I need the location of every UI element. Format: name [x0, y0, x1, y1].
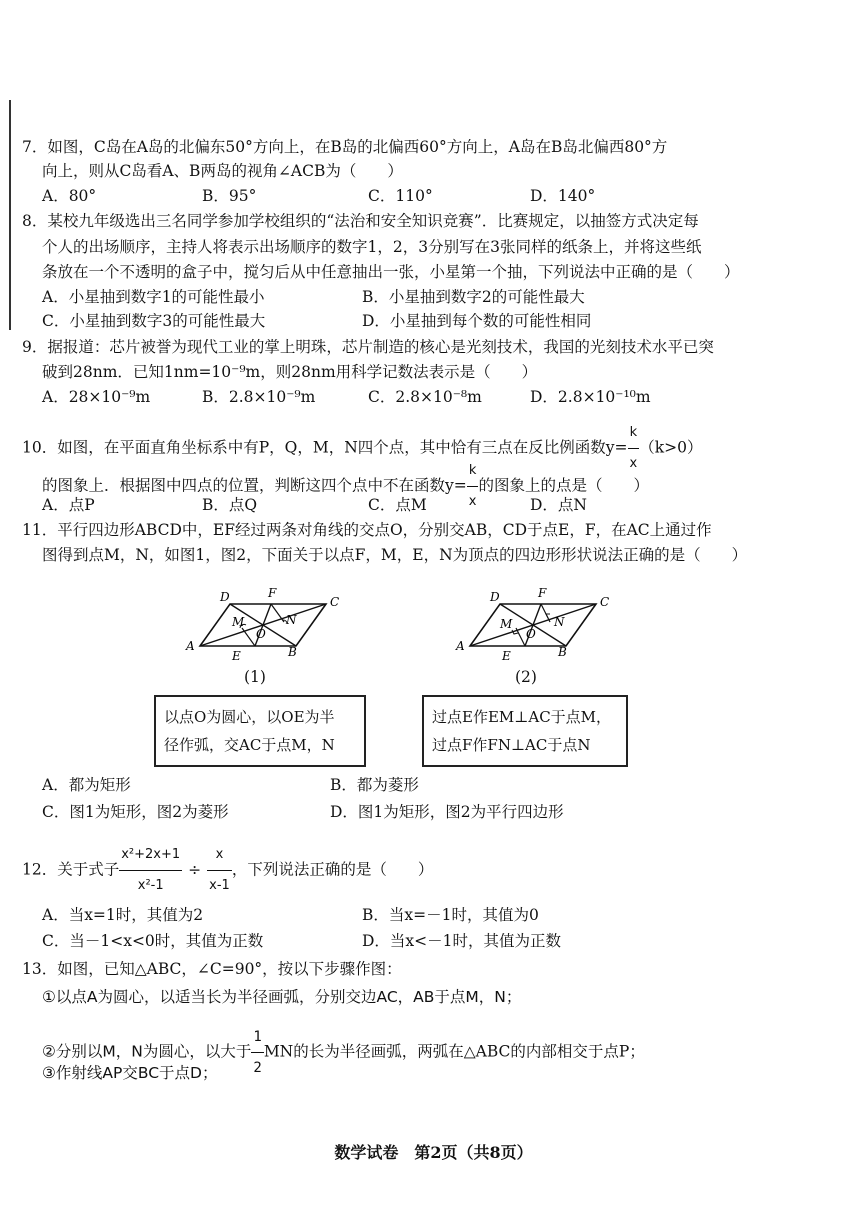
q11-line2: 图得到点M，N，如图1，图2，下面关于以点F，M，E，N为顶点的四边形形状说法正确的是（ ） [42, 546, 748, 564]
q10-frac2-num: k [467, 456, 479, 487]
q8-option-c: C．小星抽到数字3的可能性最大 [42, 312, 266, 330]
q8-option-b: B．小星抽到数字2的可能性最大 [362, 288, 585, 306]
margin-line [9, 100, 11, 330]
fig2-label-c: C [600, 595, 610, 609]
q10-frac-den: x [629, 456, 638, 471]
q8-line3: 条放在一个不透明的盒子中，搅匀后从中任意抽出一张，小星第一个抽，下列说法中正确的是（ ） [42, 263, 740, 281]
q10-fraction-2 [467, 456, 479, 517]
fig1-label-d: D [220, 590, 230, 604]
q12-f1-num: x²+2x+1 [119, 840, 182, 871]
fig2-label-a: A [456, 639, 465, 653]
q13-step2-tail: MN的长为半径画弧，两弧在△ABC的内部相交于点P； [263, 1042, 645, 1061]
q11-option-b: B．都为菱形 [330, 776, 419, 794]
fig1-label-n: N [286, 613, 297, 627]
fig2-label-f: F [538, 586, 547, 600]
fig1-label-c: C [330, 595, 340, 609]
q8-option-d: D．小星抽到每个数的可能性相同 [362, 312, 592, 330]
q12-f2-den: x-1 [209, 878, 230, 893]
q12-option-d: D．当x<－1时，其值为正数 [362, 932, 562, 950]
q7-option-b: B．95° [202, 187, 257, 205]
q10-frac2-den: x [468, 494, 477, 509]
q12-option-b: B．当x=－1时，其值为0 [362, 906, 539, 924]
fig1-label-o: O [256, 627, 266, 641]
q12-option-c: C．当－1<x<0时，其值为正数 [42, 932, 264, 950]
fig2-label-o: O [526, 627, 536, 641]
q10-frac-num: k [628, 418, 640, 449]
q11-option-c: C．图1为矩形，图2为菱形 [42, 803, 229, 821]
q10-option-b: B．点Q [202, 496, 258, 514]
q10-line2-text: 的图象上．根据图中四点的位置，判断这四个点中不在函数y= [42, 476, 467, 495]
box2-line2: 过点F作FN⊥AC于点N [432, 736, 591, 754]
fig1-label-m: M [232, 615, 245, 629]
fig2-caption: (2) [515, 668, 537, 686]
q12-line [22, 840, 433, 901]
q12-f2-num: x [207, 840, 232, 871]
box2-line1: 过点E作EM⊥AC于点M， [432, 708, 612, 726]
fig1-label-a: A [186, 639, 195, 653]
parallelogram-figure-1 [180, 584, 350, 664]
q8-line1: 8．某校九年级选出三名同学参加学校组织的“法治和安全知识竞赛”．比赛规定，以抽签方式决定每 [22, 212, 699, 230]
box1-line1: 以点O为圆心，以OE为半 [164, 708, 335, 726]
fig1-label-b: B [288, 645, 297, 659]
q13-half-fraction [251, 1022, 263, 1083]
q10-option-a: A．点P [42, 496, 95, 514]
parallelogram-figure-2 [450, 584, 620, 664]
q10-line1-tail: （k>0） [639, 438, 703, 457]
q9-option-a: A．28×10⁻⁹m [42, 388, 151, 406]
fig1-label-f: F [268, 586, 277, 600]
q7-option-a: A．80° [42, 187, 97, 205]
q7-option-d: D．140° [530, 187, 596, 205]
fig1-caption: (1) [244, 668, 266, 686]
fig2-label-d: D [490, 590, 500, 604]
q7-option-c: C．110° [368, 187, 433, 205]
fig2-construction-box [422, 695, 628, 767]
q9-line2: 破到28nm．已知1nm=10⁻⁹m，则28nm用科学记数法表示是（ ） [42, 363, 538, 381]
q13-half-den: 2 [253, 1060, 262, 1076]
q11-option-a: A．都为矩形 [42, 776, 131, 794]
q11-line1: 11．平行四边形ABCD中，EF经过两条对角线的交点O，分别交AB，CD于点E，F，在AC上通过作 [22, 521, 712, 539]
fig2-label-n: N [554, 615, 565, 629]
q12-fraction-2 [207, 840, 232, 901]
q12-prefix: 12．关于式子 [22, 860, 120, 879]
q9-option-c: C．2.8×10⁻⁸m [368, 388, 482, 406]
fig2-label-e: E [502, 649, 511, 663]
q13-step1: ①以点A为圆心，以适当长为半径画弧，分别交边AC，AB于点M，N； [42, 988, 522, 1006]
q12-suffix: ，下列说法正确的是（ ） [231, 860, 434, 879]
fig1-construction-box [154, 695, 366, 767]
q13-step2-text: ②分别以M，N为圆心，以大于 [42, 1042, 252, 1061]
box1-line2: 径作弧，交AC于点M，N [164, 736, 335, 754]
fig2-label-m: M [500, 617, 513, 631]
q10-option-d: D．点N [530, 496, 587, 514]
q13-half-num: 1 [251, 1022, 263, 1053]
q12-divide: ÷ [188, 860, 202, 879]
q9-option-b: B．2.8×10⁻⁹m [202, 388, 316, 406]
q10-line1-text: 10．如图，在平面直角坐标系中有P，Q，M，N四个点，其中恰有三点在反比例函数y= [22, 438, 628, 457]
q8-option-a: A．小星抽到数字1的可能性最小 [42, 288, 265, 306]
q12-option-a: A．当x=1时，其值为2 [42, 906, 204, 924]
q12-fraction-1 [119, 840, 182, 901]
q7-line1: 7．如图，C岛在A岛的北偏东50°方向上，在B岛的北偏西60°方向上，A岛在B岛北偏西80°方 [22, 138, 668, 156]
q13-step3: ③作射线AP交BC于点D； [42, 1064, 218, 1082]
q8-line2: 个人的出场顺序，主持人将表示出场顺序的数字1，2，3分别写在3张同样的纸条上，并将这些纸 [42, 238, 702, 256]
q10-option-c: C．点M [368, 496, 427, 514]
fig1-label-e: E [232, 649, 241, 663]
fig2-label-b: B [558, 645, 567, 659]
q10-line2-tail: 的图象上的点是（ ） [478, 476, 649, 495]
q12-f1-den: x²-1 [137, 878, 164, 893]
q11-option-d: D．图1为矩形，图2为平行四边形 [330, 803, 564, 821]
page-footer: 数学试卷 第2页（共8页） [334, 1143, 533, 1162]
q7-line2: 向上，则从C岛看A、B两岛的视角∠ACB为（ ） [42, 162, 403, 180]
q9-line1: 9．据报道：芯片被誉为现代工业的掌上明珠，芯片制造的核心是光刻技术，我国的光刻技术水平已突 [22, 338, 714, 356]
q9-option-d: D．2.8×10⁻¹⁰m [530, 388, 651, 406]
q13-line1: 13．如图，已知△ABC，∠C=90°，按以下步骤作图： [22, 960, 402, 978]
